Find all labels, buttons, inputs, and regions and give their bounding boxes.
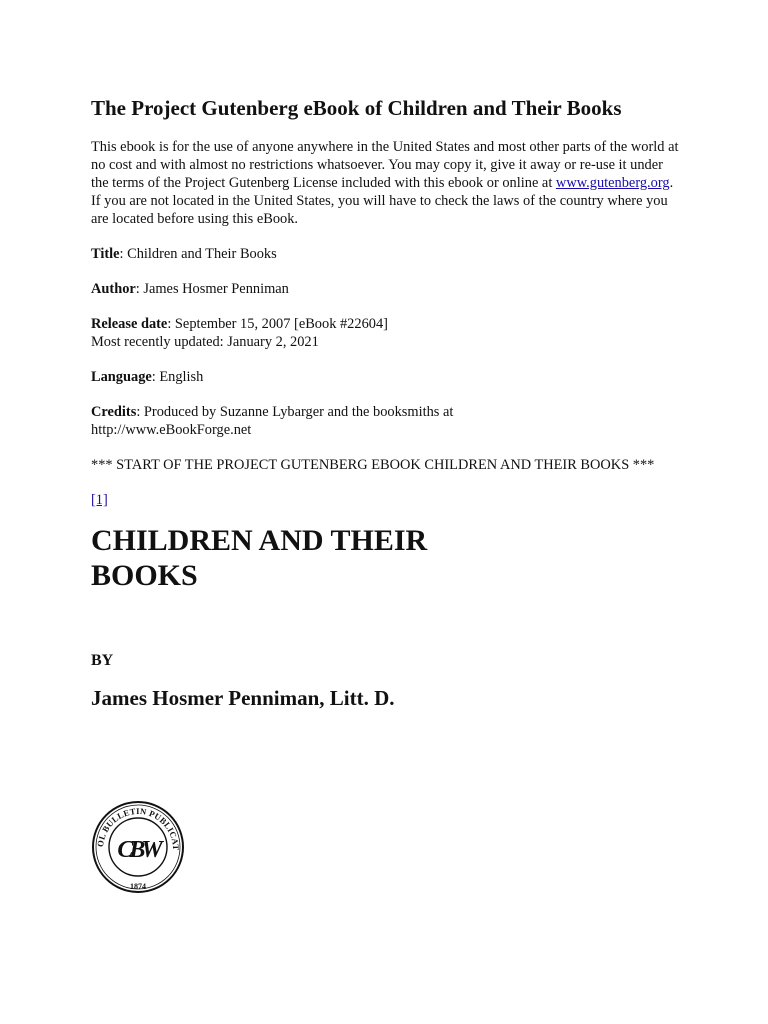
start-marker: *** START OF THE PROJECT GUTENBERG EBOOK CHILDREN AND THEIR BOOKS ***: [91, 457, 655, 473]
meta-language-value: : English: [151, 369, 204, 385]
meta-author-label: Author: [91, 281, 136, 297]
meta-release-label: Release date: [91, 316, 168, 332]
by-label: BY: [91, 652, 114, 669]
meta-credits-label: Credits: [91, 404, 137, 420]
publisher-seal: [91, 799, 185, 895]
book-author: James Hosmer Penniman, Litt. D.: [91, 686, 395, 710]
meta-language: [91, 368, 681, 386]
gutenberg-link[interactable]: www.gutenberg.org: [555, 175, 670, 191]
meta-credits-url: http://www.eBookForge.net: [91, 422, 252, 438]
seal-year: 1874: [130, 882, 146, 891]
intro-paragraph: [91, 138, 681, 228]
meta-credits-value: : Produced by Suzanne Lybarger and the booksmiths at: [136, 404, 454, 420]
meta-release-value: : September 15, 2007 [eBook #22604]: [167, 316, 388, 332]
meta-title-value: : Children and Their Books: [119, 246, 277, 262]
publisher-seal-icon: [91, 799, 185, 895]
content-column: [91, 94, 681, 711]
seal-monogram: CBW: [117, 837, 159, 863]
meta-credits: [91, 403, 681, 439]
page-title: The Project Gutenberg eBook of Children and Their Books: [91, 96, 622, 120]
meta-updated: Most recently updated: January 2, 2021: [91, 334, 319, 350]
meta-release: [91, 315, 681, 351]
meta-title: [91, 245, 681, 263]
meta-author: [91, 280, 681, 298]
intro-text-1: This ebook is for the use of anyone anywhere in the United States and most other parts of the world at no cost and with almost no restrictions whatsoever. You may copy it, give it away or re-use it under the terms of the Project Gutenberg License included with this ebook or online at: [91, 139, 679, 191]
page-1-link[interactable]: [1]: [91, 492, 108, 508]
intro-text-2: . If you are not located in the United States, you will have to check the laws of the country where you are located before using this eBook.: [91, 175, 674, 227]
meta-language-label: Language: [91, 369, 152, 385]
seal-arc-text: OL BULLETIN PUBLICAT: [94, 805, 182, 851]
meta-title-label: Title: [91, 246, 120, 262]
meta-author-value: : James Hosmer Penniman: [135, 281, 289, 297]
book-title: CHILDREN AND THEIR BOOKS: [91, 524, 428, 592]
page-number-marker: [91, 491, 681, 509]
